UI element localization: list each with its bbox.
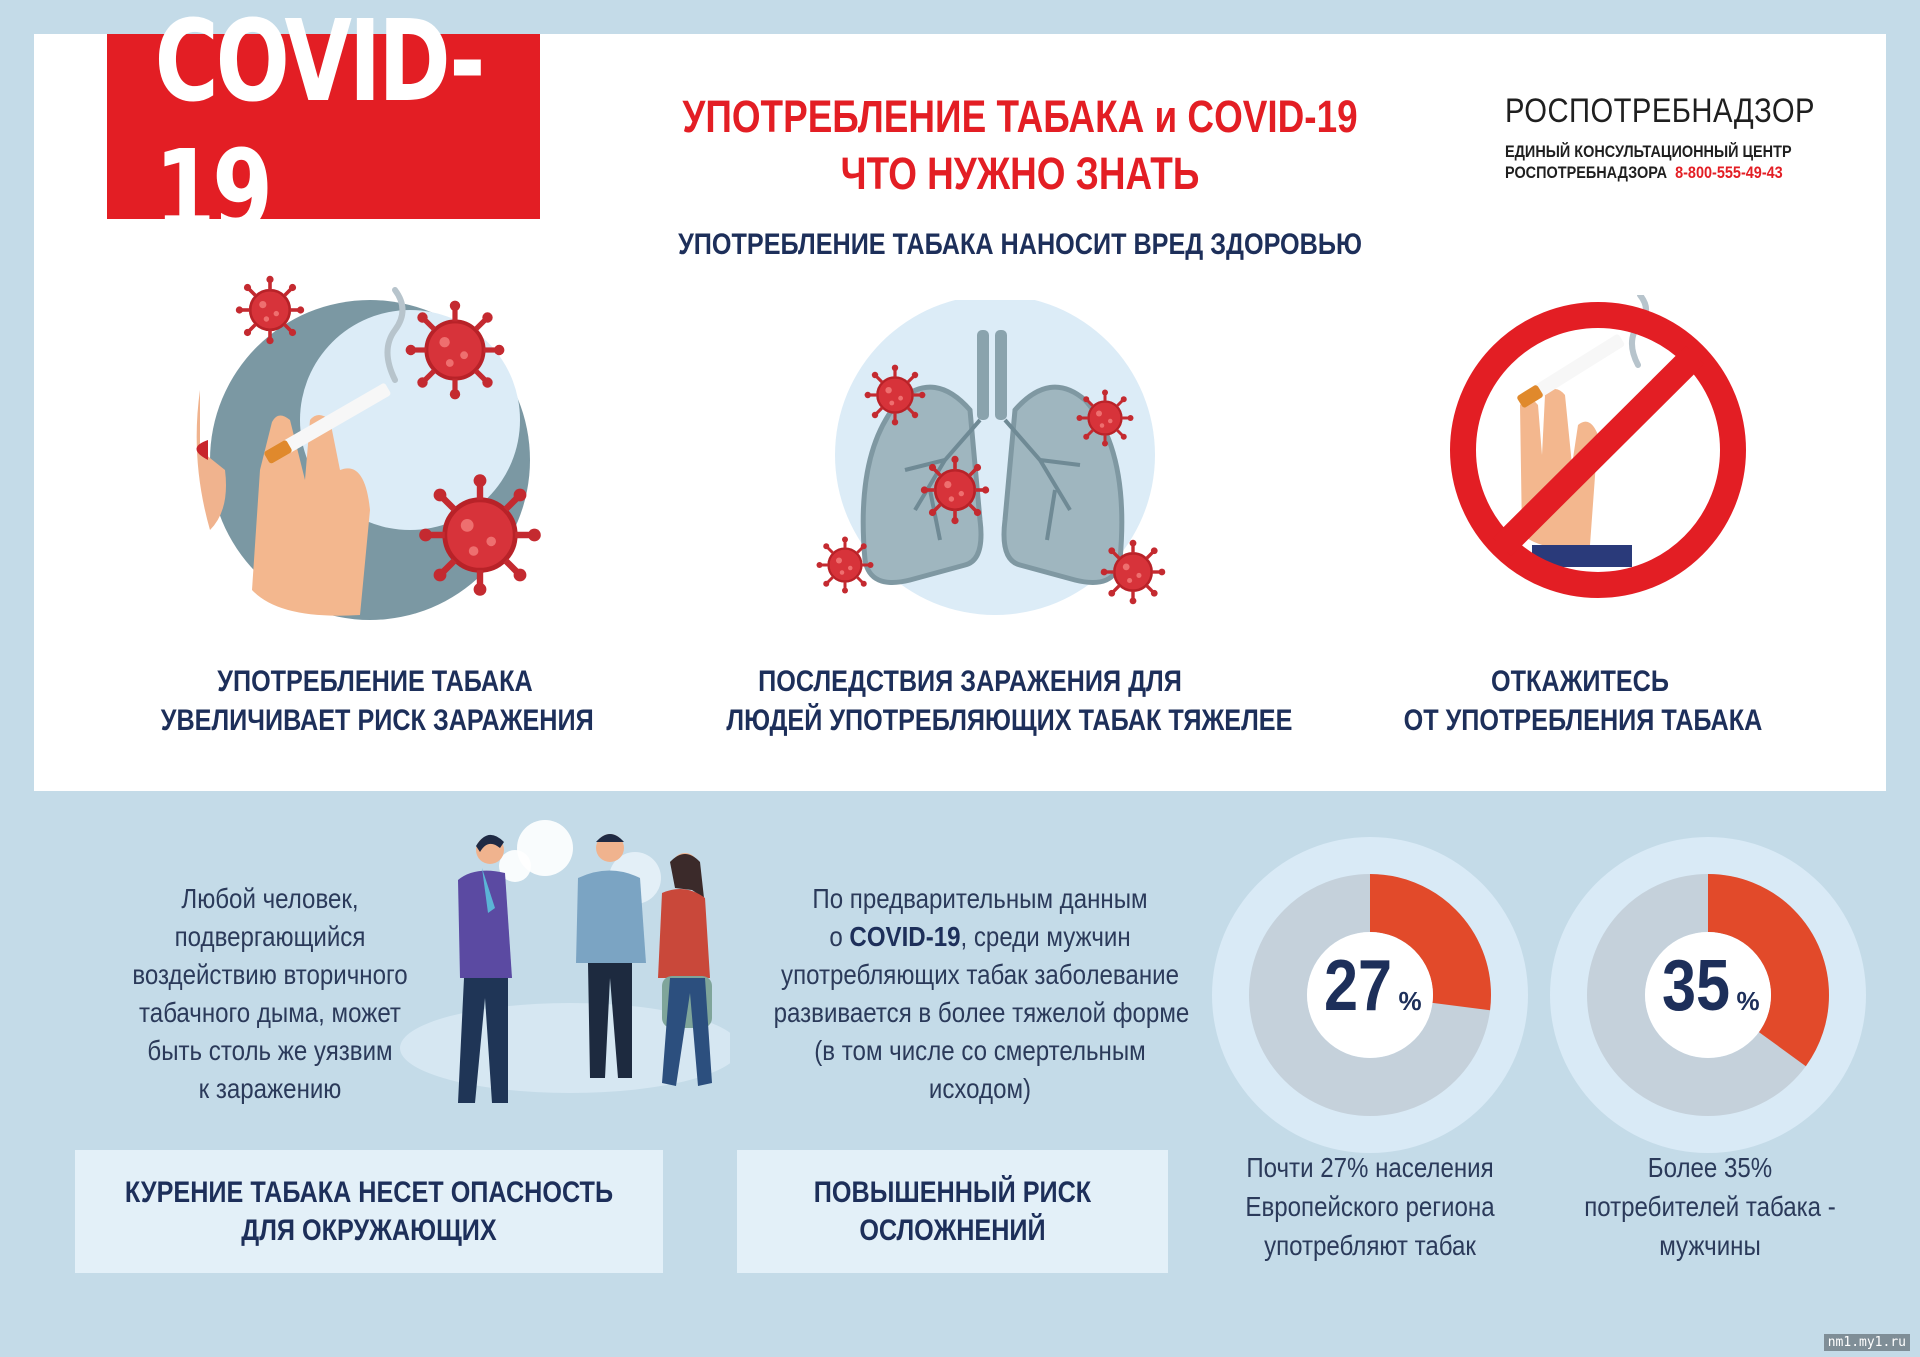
- covid-badge: COVID-19: [107, 34, 540, 219]
- no-smoking-icon: [1440, 295, 1760, 615]
- people-illustration: [400, 818, 730, 1108]
- stat-35-value: 35 %: [1662, 946, 1760, 1026]
- org-phone: 8-800-555-49-43: [1675, 163, 1783, 182]
- stat-27-caption: Почти 27% населения Европейского региона употребляют табак: [1245, 1152, 1495, 1261]
- severity-text: По предварительным данным о COVID-19, среди мужчин употребляющих табак заболевание развивается в более тяжелой форме (в том числе со смертельным исходом): [773, 883, 1190, 1104]
- caption-risk: УПОТРЕБЛЕНИЕ ТАБАКА УВЕЛИЧИВАЕТ РИСК ЗАРАЖЕНИЯ: [160, 665, 594, 737]
- box-secondhand: КУРЕНИЕ ТАБАКА НЕСЕТ ОПАСНОСТЬ ДЛЯ ОКРУЖАЮЩИХ: [75, 1150, 663, 1273]
- covid-bold: COVID-19: [849, 921, 961, 952]
- stat-35-caption: Более 35% потребителей табака - мужчины: [1584, 1152, 1836, 1261]
- headline: [600, 88, 1440, 202]
- org-sub: ЕДИНЫЙ КОНСУЛЬТАЦИОННЫЙ ЦЕНТР РОСПОТРЕБНАДЗОРА 8-800-555-49-43: [1505, 142, 1792, 182]
- stat-27-value: 27 %: [1324, 946, 1422, 1026]
- caption-quit: ОТКАЖИТЕСЬ ОТ УПОТРЕБЛЕНИЯ ТАБАКА: [1403, 665, 1763, 737]
- headline-line2: ЧТО НУЖНО ЗНАТЬ: [840, 148, 1200, 199]
- caption-severity: ПОСЛЕДСТВИЯ ЗАРАЖЕНИЯ ДЛЯ ЛЮДЕЙ УПОТРЕБЛЯЮЩИХ ТАБАК ТЯЖЕЛЕЕ: [726, 665, 1293, 737]
- org-block: [1505, 92, 1825, 183]
- watermark: nm1.my1.ru: [1824, 1334, 1910, 1351]
- subheading: УПОТРЕБЛЕНИЕ ТАБАКА НАНОСИТ ВРЕД ЗДОРОВЬЮ: [678, 228, 1362, 261]
- box-complications: ПОВЫШЕННЫЙ РИСК ОСЛОЖНЕНИЙ: [737, 1150, 1168, 1273]
- secondhand-text: Любой человек, подвергающийся воздействию вторичного табачного дыма, может быть столь же уязвим к заражению: [132, 883, 408, 1104]
- smoking-virus-icon: [180, 270, 560, 630]
- lungs-virus-icon: [815, 300, 1175, 630]
- headline-line1: УПОТРЕБЛЕНИЕ ТАБАКА и COVID-19: [682, 91, 1358, 142]
- org-name: РОСПОТРЕБНАДЗОР: [1505, 92, 1815, 130]
